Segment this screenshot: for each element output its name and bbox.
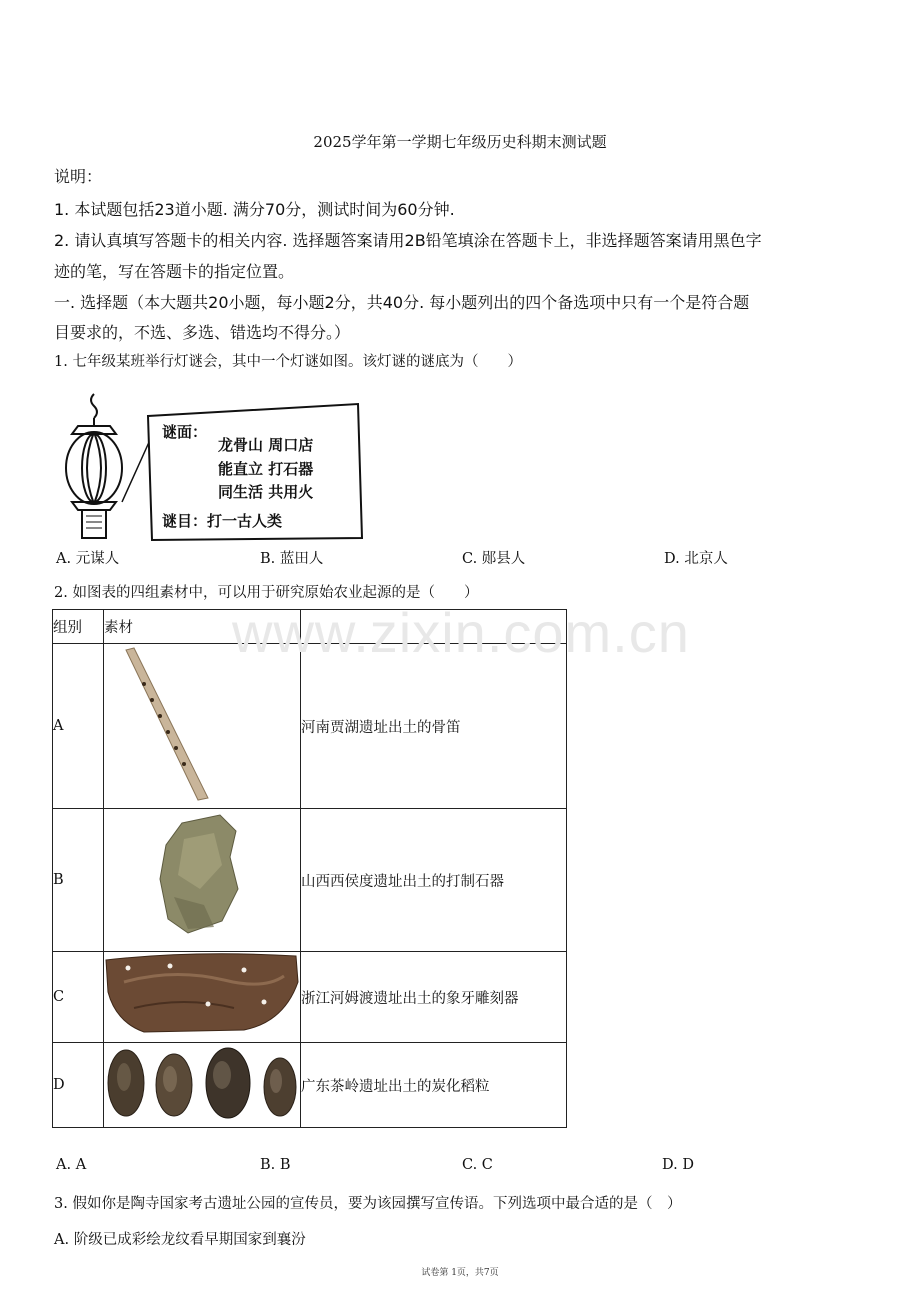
- q2-option-d[interactable]: D. D: [662, 1157, 694, 1173]
- row-a-group: A: [53, 644, 104, 809]
- header-group: 组别: [53, 610, 104, 644]
- row-b-image-cell: [104, 809, 301, 952]
- materials-table: [52, 609, 567, 1128]
- q1-option-b[interactable]: B. 蓝田人: [260, 551, 324, 567]
- ivory-carving-image: [104, 952, 300, 1038]
- table-row: [53, 952, 567, 1043]
- q2-option-a[interactable]: A. A: [56, 1157, 87, 1173]
- section-heading-line2: 目要求的，不选、多选、错选均不得分。）: [54, 323, 351, 342]
- row-b-desc: 山西西侯度遗址出土的打制石器: [301, 809, 567, 952]
- q2-option-b[interactable]: B. B: [260, 1157, 291, 1173]
- table-row: [53, 1043, 567, 1128]
- row-d-desc: 广东茶岭遗址出土的炭化稻粒: [301, 1043, 567, 1128]
- question-2-stem: 2. 如图表的四组素材中，可以用于研究原始农业起源的是（ ）: [54, 585, 479, 601]
- row-d-group: D: [53, 1043, 104, 1128]
- row-c-group: C: [53, 952, 104, 1043]
- question-3-stem: 3. 假如你是陶寺国家考古遗址公园的宣传员，要为该园撰写宣传语。下列选项中最合适的是（ ）: [54, 1196, 682, 1212]
- q1-option-c[interactable]: C. 郧县人: [462, 551, 526, 567]
- bone-flute-image: [104, 644, 300, 804]
- lantern-icon: [66, 394, 122, 538]
- instruction-item-1: 1. 本试题包括23道小题. 满分70分，测试时间为60分钟.: [54, 200, 455, 219]
- q3-option-a[interactable]: A. 阶级已成彩绘龙纹看早期国家到襄汾: [54, 1232, 306, 1248]
- table-row: [53, 644, 567, 809]
- row-c-image-cell: [104, 952, 301, 1043]
- riddle-line-1: 龙骨山 周口店: [218, 436, 314, 454]
- instructions-heading: 说明：: [54, 167, 103, 186]
- row-d-image-cell: [104, 1043, 301, 1128]
- carbonized-rice-image: [104, 1043, 300, 1123]
- page-footer: 试卷第 1页，共7页: [421, 1268, 499, 1278]
- riddle-line-2: 能直立 打石器: [218, 460, 314, 478]
- watermark: www.zixin.com.cn: [232, 601, 690, 664]
- row-b-group: B: [53, 809, 104, 952]
- riddle-answer-hint: 谜目：打一古人类: [162, 512, 283, 530]
- q2-option-c[interactable]: C. C: [462, 1157, 493, 1173]
- q1-option-d[interactable]: D. 北京人: [664, 551, 728, 567]
- table-row: [53, 809, 567, 952]
- exam-title: 2025学年第一学期七年级历史科期末测试题: [313, 133, 607, 151]
- row-c-desc: 浙江河姆渡遗址出土的象牙雕刻器: [301, 952, 567, 1043]
- header-material: 素材: [104, 610, 301, 644]
- lantern-riddle-figure: [60, 390, 370, 542]
- q1-option-a[interactable]: A. 元谋人: [56, 551, 120, 567]
- instruction-item-2-line2: 迹的笔，写在答题卡的指定位置。: [54, 262, 295, 281]
- header-blank: [301, 610, 567, 644]
- pointer-line: [122, 440, 150, 502]
- instruction-item-2-line1: 2. 请认真填写答题卡的相关内容. 选择题答案请用2B铅笔填涂在答题卡上，非选择题答案请用黑色字: [54, 231, 762, 250]
- riddle-label: 谜面：: [162, 423, 208, 441]
- question-1-stem: 1. 七年级某班举行灯谜会，其中一个灯谜如图。该灯谜的谜底为（ ）: [54, 354, 522, 370]
- section-heading-line1: 一. 选择题（本大题共20小题，每小题2分，共40分. 每小题列出的四个备选项中只有一个是符合题: [54, 293, 750, 312]
- row-a-desc: 河南贾湖遗址出土的骨笛: [301, 644, 567, 809]
- riddle-line-3: 同生活 共用火: [218, 483, 314, 501]
- chipped-stone-image: [104, 809, 300, 947]
- row-a-image-cell: [104, 644, 301, 809]
